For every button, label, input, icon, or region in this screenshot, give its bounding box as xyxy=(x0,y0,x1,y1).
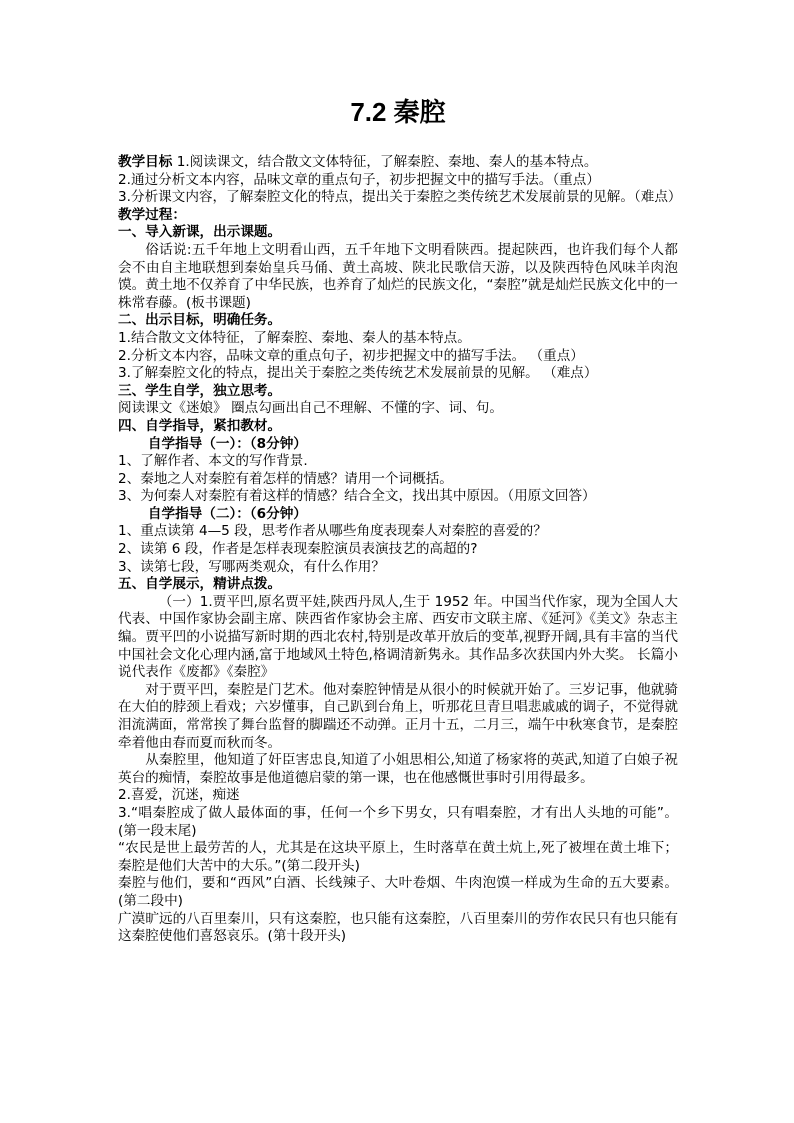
objectives-line-1: 教学目标 1.阅读课文，结合散文文体特征，了解秦腔、秦地、秦人的基本特点。 xyxy=(118,154,598,170)
section-1-paragraph: 俗话说:五千年地上文明看山西，五千年地下文明看陕西。提起陕西，也许我们每个人都会不由自主地联想到秦始皇兵马俑、黄土高坡、陕北民歌信天游，以及陕西特色风味羊肉泡馍。黄土地不仅养育了中华民族，也养育了灿烂的民族文化，“秦腔”就是灿烂民族文化中的一株常春藤。(板书课题) xyxy=(118,241,678,311)
author-qinqiang-paragraph: 对于贾平凹，秦腔是门艺术。他对秦腔钟情是从很小的时候就开始了。三岁记事，他就骑在大伯的脖颈上看戏；六岁懂事，自己趴到台角上，听那花旦青旦唱悲戚戚的调子，不觉得就泪流满面，常常挨了舞台监督的脚踹还不动弹。正月十五，二月三，端午中秋寒食节，是秦腔牵着他由春而夏而秋而冬。 xyxy=(118,681,678,751)
guide-1-item-2: 2、秦地之人对秦腔有着怎样的情感？请用一个词概括。 xyxy=(118,470,453,487)
section-3-line: 阅读课文《迷娘》 圈点勾画出自己不理解、不懂的字、词、句。 xyxy=(118,400,503,417)
guide-2-item-2: 2、读第 6 段，作者是怎样表现秦腔演员表演技艺的高超的? xyxy=(118,541,478,558)
guide-1-item-3: 3、为何秦人对秦腔有着这样的情感？结合全文，找出其中原因。（用原文回答） xyxy=(118,488,596,505)
quote-paragraph-2-start: “农民是世上最劳苦的人，尤其是在这块平原上，生时落草在黄土炕上,死了被埋在黄土堆下；秦腔是他们大苦中的大乐。”(第二段开头) xyxy=(118,840,678,874)
objectives-label: 教学目标 xyxy=(118,154,173,170)
answer-2: 2.喜爱，沉迷，痴迷 xyxy=(118,787,240,804)
section-5-heading: 五、自学展示，精讲点拨。 xyxy=(118,576,282,593)
author-enlightenment-paragraph: 从秦腔里，他知道了奸臣害忠良,知道了小姐思相公,知道了杨家将的英武,知道了白娘子祝英台的痴情，秦腔故事是他道德启蒙的第一课，也在他感慨世事时引用得最多。 xyxy=(118,752,678,786)
guide-2-item-3: 3、读第七段，写哪两类观众，有什么作用？ xyxy=(118,558,385,575)
guide-1-heading: 自学指导（一）：（8分钟） xyxy=(147,435,307,452)
section-3-heading: 三、学生自学，独立思考。 xyxy=(118,382,282,399)
section-2-goal-1: 1.结合散文文体特征，了解秦腔、秦地、秦人的基本特点。 xyxy=(118,329,471,346)
document-page xyxy=(118,92,682,946)
section-2-goal-3: 3.了解秦腔文化的特点，提出关于秦腔之类传统艺术发展前景的见解。 （难点） xyxy=(118,365,598,382)
objectives-line-2: 2.通过分析文本内容，品味文章的重点句子，初步把握文中的描写手法。（重点） xyxy=(118,171,600,188)
objectives-line-3: 3.分析课文内容，了解秦腔文化的特点，提出关于秦腔之类传统艺术发展前景的见解。（难点） xyxy=(118,189,682,206)
quote-paragraph-2-middle: 秦腔与他们，要和“西风”白酒、长线辣子、大叶卷烟、牛肉泡馍一样成为生命的五大要素。(第二段中) xyxy=(118,875,678,909)
document-title: 7.2 秦腔 xyxy=(350,97,446,127)
guide-2-item-1: 1、重点读第 4—5 段，思考作者从哪些角度表现秦人对秦腔的喜爱的？ xyxy=(118,523,547,540)
section-2-goal-2: 2.分析文本内容，品味文章的重点句子，初步把握文中的描写手法。 （重点） xyxy=(118,347,584,364)
section-4-heading: 四、自学指导，紧扣教材。 xyxy=(118,417,282,434)
guide-2-heading: 自学指导（二）：（6分钟） xyxy=(147,505,307,522)
section-2-heading: 二、出示目标，明确任务。 xyxy=(118,312,282,329)
answer-3: 3.“唱秦腔成了做人最体面的事，任何一个乡下男女，只有唱秦腔，才有出人头地的可能”。(第一段末尾) xyxy=(118,804,678,839)
section-1-heading: 一、导入新课，出示课题。 xyxy=(118,224,282,241)
guide-1-item-1: 1、了解作者、本文的写作背景. xyxy=(118,453,308,470)
author-bio-paragraph: （一）1.贾平凹,原名贾平娃,陕西丹凤人,生于 1952 年。中国当代作家，现为全国人大代表、中国作家协会副主席、陕西省作家协会主席、西安市文联主席、《延河》《美文》杂志主编。贾平凹的小说描写新时期的西北农村,特别是改革开放后的变革,视野开阔,具有丰富的当代中国社会文化心理内涵,富于地域风土特色,格调清新隽永。其作品多次获国内外大奖。 长篇小说代表作《废都》《秦腔》 xyxy=(118,593,678,681)
quote-paragraph-10-start: 广漠旷远的八百里秦川，只有这秦腔，也只能有这秦腔，八百里秦川的劳作农民只有也只能有这秦腔使他们喜怒哀乐。(第十段开头) xyxy=(118,910,678,945)
process-heading: 教学过程： xyxy=(118,206,186,223)
